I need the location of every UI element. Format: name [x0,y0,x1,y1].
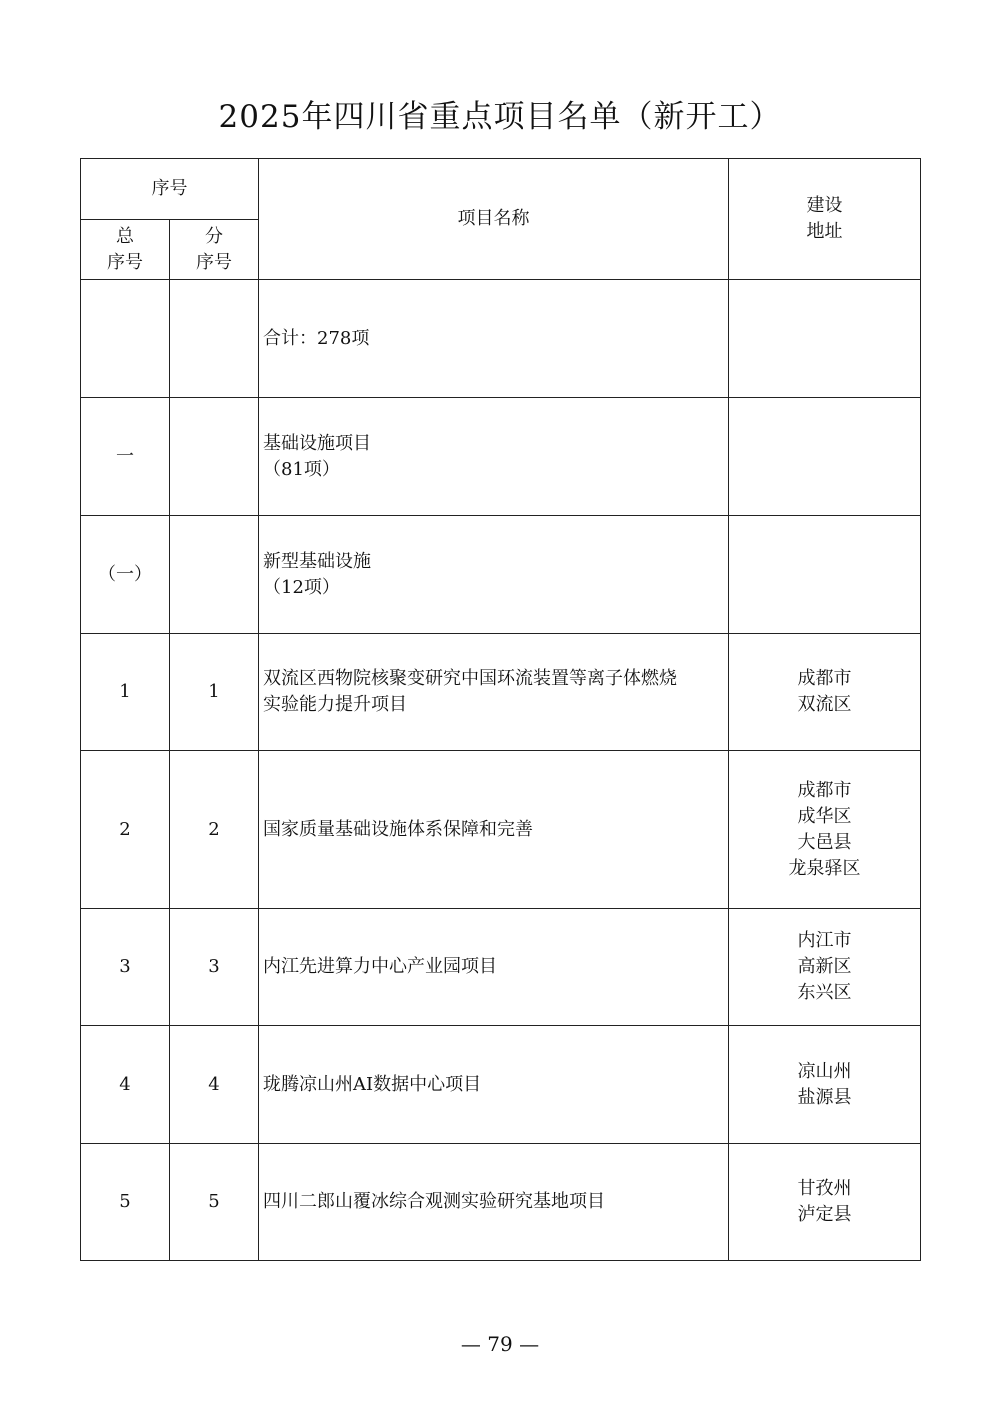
location-cell [729,280,921,398]
table-row [81,1144,921,1261]
header-project-name: 项目名称 [259,159,729,280]
header-location-line: 建设 [806,195,843,216]
sub-seq-cell: 1 [170,634,259,751]
location-line: 成都市 [797,779,852,801]
header-total-seq [81,220,170,280]
total-seq-cell: 2 [81,751,170,909]
project-table [80,158,921,1261]
location-cell [729,1026,921,1144]
project-name-cell [259,398,729,516]
table-row [81,634,921,751]
project-name-line: 珑腾凉山州AI数据中心项目 [263,1073,482,1095]
location-cell [729,516,921,634]
location-line: 高新区 [797,956,852,977]
total-seq-cell: 3 [81,909,170,1026]
location-line: 龙泉驿区 [788,857,861,879]
sub-seq-cell [170,280,259,398]
location-line: 泸定县 [797,1204,852,1225]
total-seq-cell: 4 [81,1026,170,1144]
sub-seq-cell: 3 [170,909,259,1026]
project-name-line: 双流区西物院核聚变研究中国环流装置等离子体燃烧 [263,668,677,689]
project-name-line: 国家质量基础设施体系保障和完善 [263,818,533,840]
project-name-line: 基础设施项目 [263,432,371,454]
location-line: 大邑县 [797,831,852,853]
sub-seq-cell: 2 [170,751,259,909]
total-seq-cell: 一 [81,398,170,516]
project-name-cell [259,516,729,634]
table-row [81,398,921,516]
location-cell [729,398,921,516]
project-name-line: 新型基础设施 [263,550,371,572]
table-row [81,280,921,398]
sub-seq-cell [170,516,259,634]
project-name-cell [259,280,729,398]
project-name-cell [259,751,729,909]
header-total-seq-line: 序号 [107,251,143,273]
header-location [729,159,921,280]
table-row [81,751,921,909]
project-name-cell [259,634,729,751]
table-row [81,1026,921,1144]
location-line: 成都市 [797,668,852,689]
header-total-seq-line: 总 [116,225,134,247]
location-line: 双流区 [797,694,852,715]
location-cell [729,634,921,751]
total-seq-cell: （一） [81,516,170,634]
project-name-line: 内江先进算力中心产业园项目 [263,956,497,977]
header-seq: 序号 [81,159,259,220]
header-sub-seq [170,220,259,280]
location-line: 成华区 [797,805,852,827]
table-row [81,909,921,1026]
project-name-cell [259,909,729,1026]
sub-seq-cell [170,398,259,516]
location-line: 盐源县 [797,1086,852,1108]
page-title: 2025年四川省重点项目名单（新开工） [218,99,782,135]
location-line: 内江市 [797,930,852,951]
table-row [81,516,921,634]
header-location-line: 地址 [806,221,843,242]
total-seq-cell: 5 [81,1144,170,1261]
location-cell [729,751,921,909]
project-name-line: 实验能力提升项目 [263,694,407,715]
total-seq-cell: 1 [81,634,170,751]
project-name-cell [259,1144,729,1261]
project-name-line: （81项） [263,458,340,480]
project-name-line: （12项） [263,576,340,598]
sub-seq-cell: 5 [170,1144,259,1261]
location-line: 东兴区 [797,982,852,1003]
page-number: — 79 — [460,1332,540,1356]
location-cell [729,909,921,1026]
total-seq-cell [81,280,170,398]
header-sub-seq-line: 序号 [196,251,232,273]
header-sub-seq-line: 分 [205,225,223,247]
location-cell [729,1144,921,1261]
project-name-line: 合计：278项 [263,327,370,349]
header-row-1 [81,159,921,220]
project-name-cell [259,1026,729,1144]
project-name-line: 四川二郎山覆冰综合观测实验研究基地项目 [263,1191,605,1212]
sub-seq-cell: 4 [170,1026,259,1144]
location-line: 甘孜州 [797,1178,852,1199]
location-line: 凉山州 [797,1060,852,1082]
